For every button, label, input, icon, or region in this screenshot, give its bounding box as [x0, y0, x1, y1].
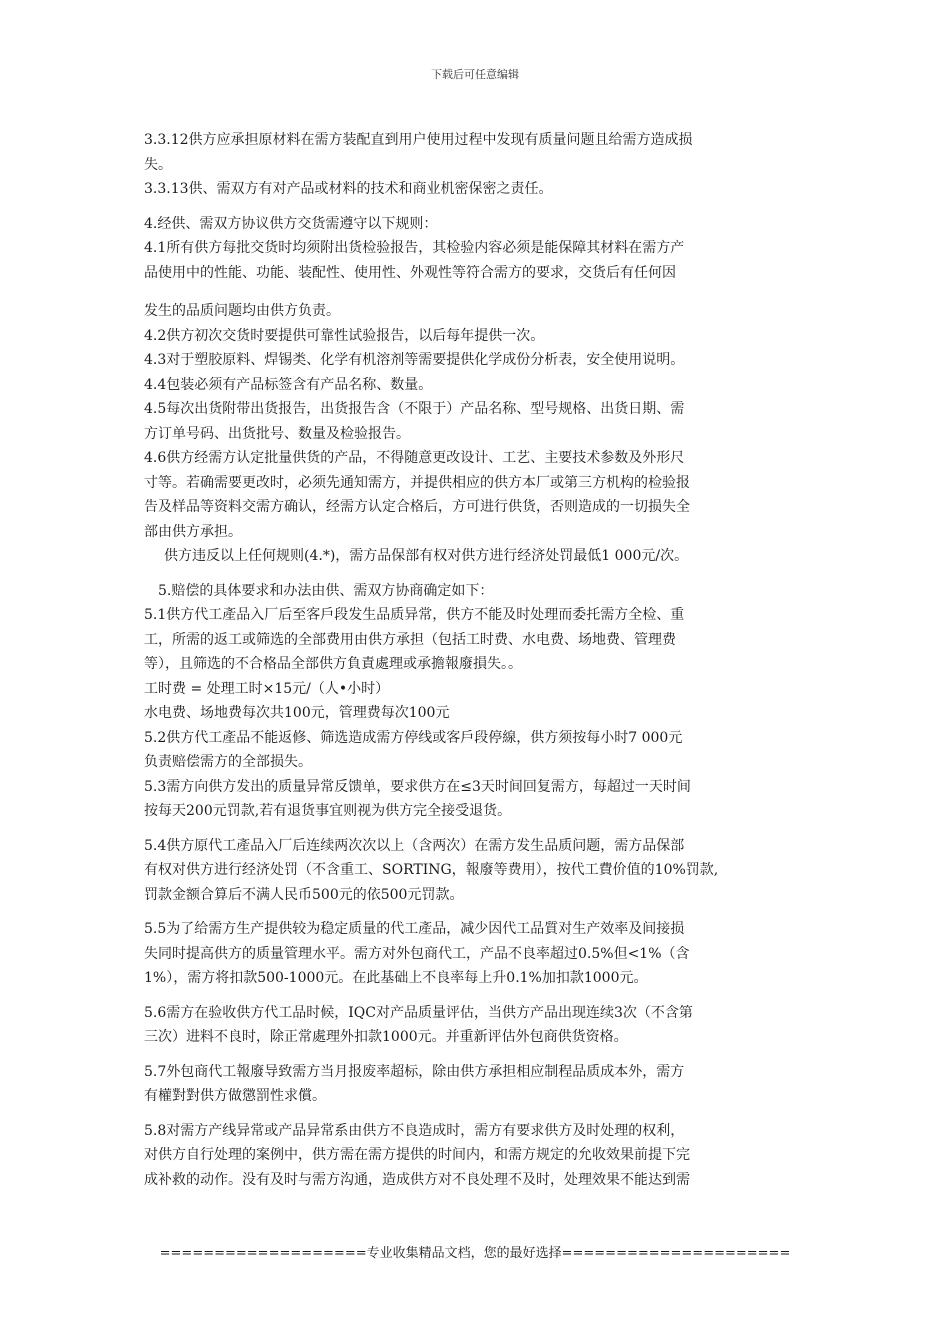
page-footer: ===================专业收集精品文档，您的最好选择===================== [159, 1246, 791, 1261]
text-line: 4.2供方初次交货时要提供可靠性试验报告，以后每年提供一次。 [144, 327, 545, 344]
text-line: 有权对供方进行经济处罚（不含重工、SORTING，報廢等费用），按代工費价值的10%罚款, [144, 862, 719, 878]
text-line: 寸等。若确需要更改时，必须先通知需方，并提供相应的供方本厂或第三方机构的检验报 [144, 474, 690, 491]
text-line: 负责赔偿需方的全部损失。 [144, 754, 312, 770]
text-line: 4.4包装必须有产品标签含有产品名称、数量。 [144, 376, 433, 393]
text-line: 有權對對供方做懲罰性求償。 [144, 1088, 326, 1104]
text-line: 工，所需的返工或筛选的全部费用由供方承担（包括工时费、水电费、场地费、管理费 [144, 631, 676, 648]
section-heading: 4.经供、需双方协议供方交货需遵守以下规则： [144, 215, 438, 232]
page-header: 下载后可任意编辑 [431, 68, 519, 81]
text-line: 4.1所有供方每批交货时均须附出货检验报告，其检验内容必须是能保障其材料在需方产 [144, 240, 685, 256]
text-line: 发生的品质问题均由供方负责。 [144, 303, 340, 319]
document-body [144, 128, 814, 1192]
text-line: 部由供方承担。 [144, 523, 242, 540]
text-line: 罚款金额合算后不满人民币500元的依500元罚款。 [144, 886, 464, 903]
text-line: 告及样品等资料交需方确认，经需方认定合格后，方可进行供货，否则造成的一切损失全 [144, 499, 690, 515]
text-line: 水电费、场地费每次共100元，管理费每次100元 [144, 705, 450, 721]
text-line: 5.4供方原代工產品入厂后连续两次次以上（含两次）在需方发生品质问题，需方品保部 [144, 837, 685, 854]
text-line: 5.3需方向供方发出的质量异常反馈单，要求供方在≤3天时间回复需方，每超过一天时间 [144, 778, 691, 795]
text-line: 5.8对需方产线异常或产品异常系由供方不良造成时，需方有要求供方及时处理的权利， [144, 1122, 685, 1139]
text-line: 失同时提高供方的质量管理水平。需方对外包商代工，产品不良率超过0.5%但<1%（含 [144, 945, 690, 962]
text-line: 4.6供方经需方认定批量供货的产品，不得随意更改设计、工艺、主要技术参数及外形尺 [144, 450, 685, 466]
text-line: 3.3.13供、需双方有对产品或材料的技术和商业机密保密之责任。 [144, 181, 553, 197]
text-line: 1%），需方将扣款500-1000元。在此基础上不良率每上升0.1%加扣款1000元。 [144, 970, 648, 986]
text-line: 3.3.12供方应承担原材料在需方装配直到用户使用过程中发现有质量问题且给需方造成损 [144, 132, 693, 148]
text-line: 按每天200元罚款,若有退货事宜则视为供方完全接受退货。 [144, 803, 512, 819]
text-line: 品使用中的性能、功能、装配性、使用性、外观性等符合需方的要求，交货后有任何因 [144, 264, 676, 281]
section-heading: 5.赔偿的具体要求和办法由供、需双方协商确定如下： [158, 582, 494, 599]
text-line: 4.3对于塑胶原料、焊锡类、化学有机溶剂等需要提供化学成份分析表，安全使用说明。 [144, 352, 685, 368]
text-line: 三次）进料不良时，除正常處理外扣款1000元。并重新评估外包商供货资格。 [144, 1029, 628, 1045]
text-line: 5.2供方代工產品不能返修、筛选造成需方停线或客戶段停線，供方须按每小时7 000元 [144, 729, 683, 746]
text-line: 失。 [144, 156, 172, 173]
text-line: 4.5每次出货附带出货报告，出货报告含（不限于）产品名称、型号规格、出货日期、需 [144, 401, 685, 417]
text-line: 等），且筛选的不合格品全部供方負責處理或承擔報廢損失。。 [144, 656, 522, 672]
text-line: 成补救的动作。没有及时与需方沟通，造成供方对不良处理不及时，处理效果不能达到需 [144, 1171, 690, 1188]
text-line: 5.5为了给需方生产提供较为稳定质量的代工產品，减少因代工品質对生产效率及间接损 [144, 921, 685, 937]
penalty-note: 供方违反以上任何规则(4.*)，需方品保部有权对供方进行经济处罚最低1 000元/次。 [164, 548, 689, 564]
text-line: 方订单号码、出货批号、数量及检验报告。 [144, 425, 410, 442]
text-line: 对供方自行处理的案例中，供方需在需方提供的时间内，和需方规定的允收效果前提下完 [144, 1147, 690, 1163]
text-line: 工时费 = 处理工时×15元/（人•小时） [144, 680, 390, 697]
text-line: 5.7外包商代工報廢导致需方当月报废率超标，除由供方承担相应制程品质成本外，需方 [144, 1063, 685, 1080]
text-line: 5.1供方代工產品入厂后至客戶段发生品质异常，供方不能及时处理而委托需方全检、重 [144, 607, 685, 623]
text-line: 5.6需方在验收供方代工品时候，IQC对产品质量评估，当供方产品出现连续3次（不含第 [144, 1004, 693, 1021]
